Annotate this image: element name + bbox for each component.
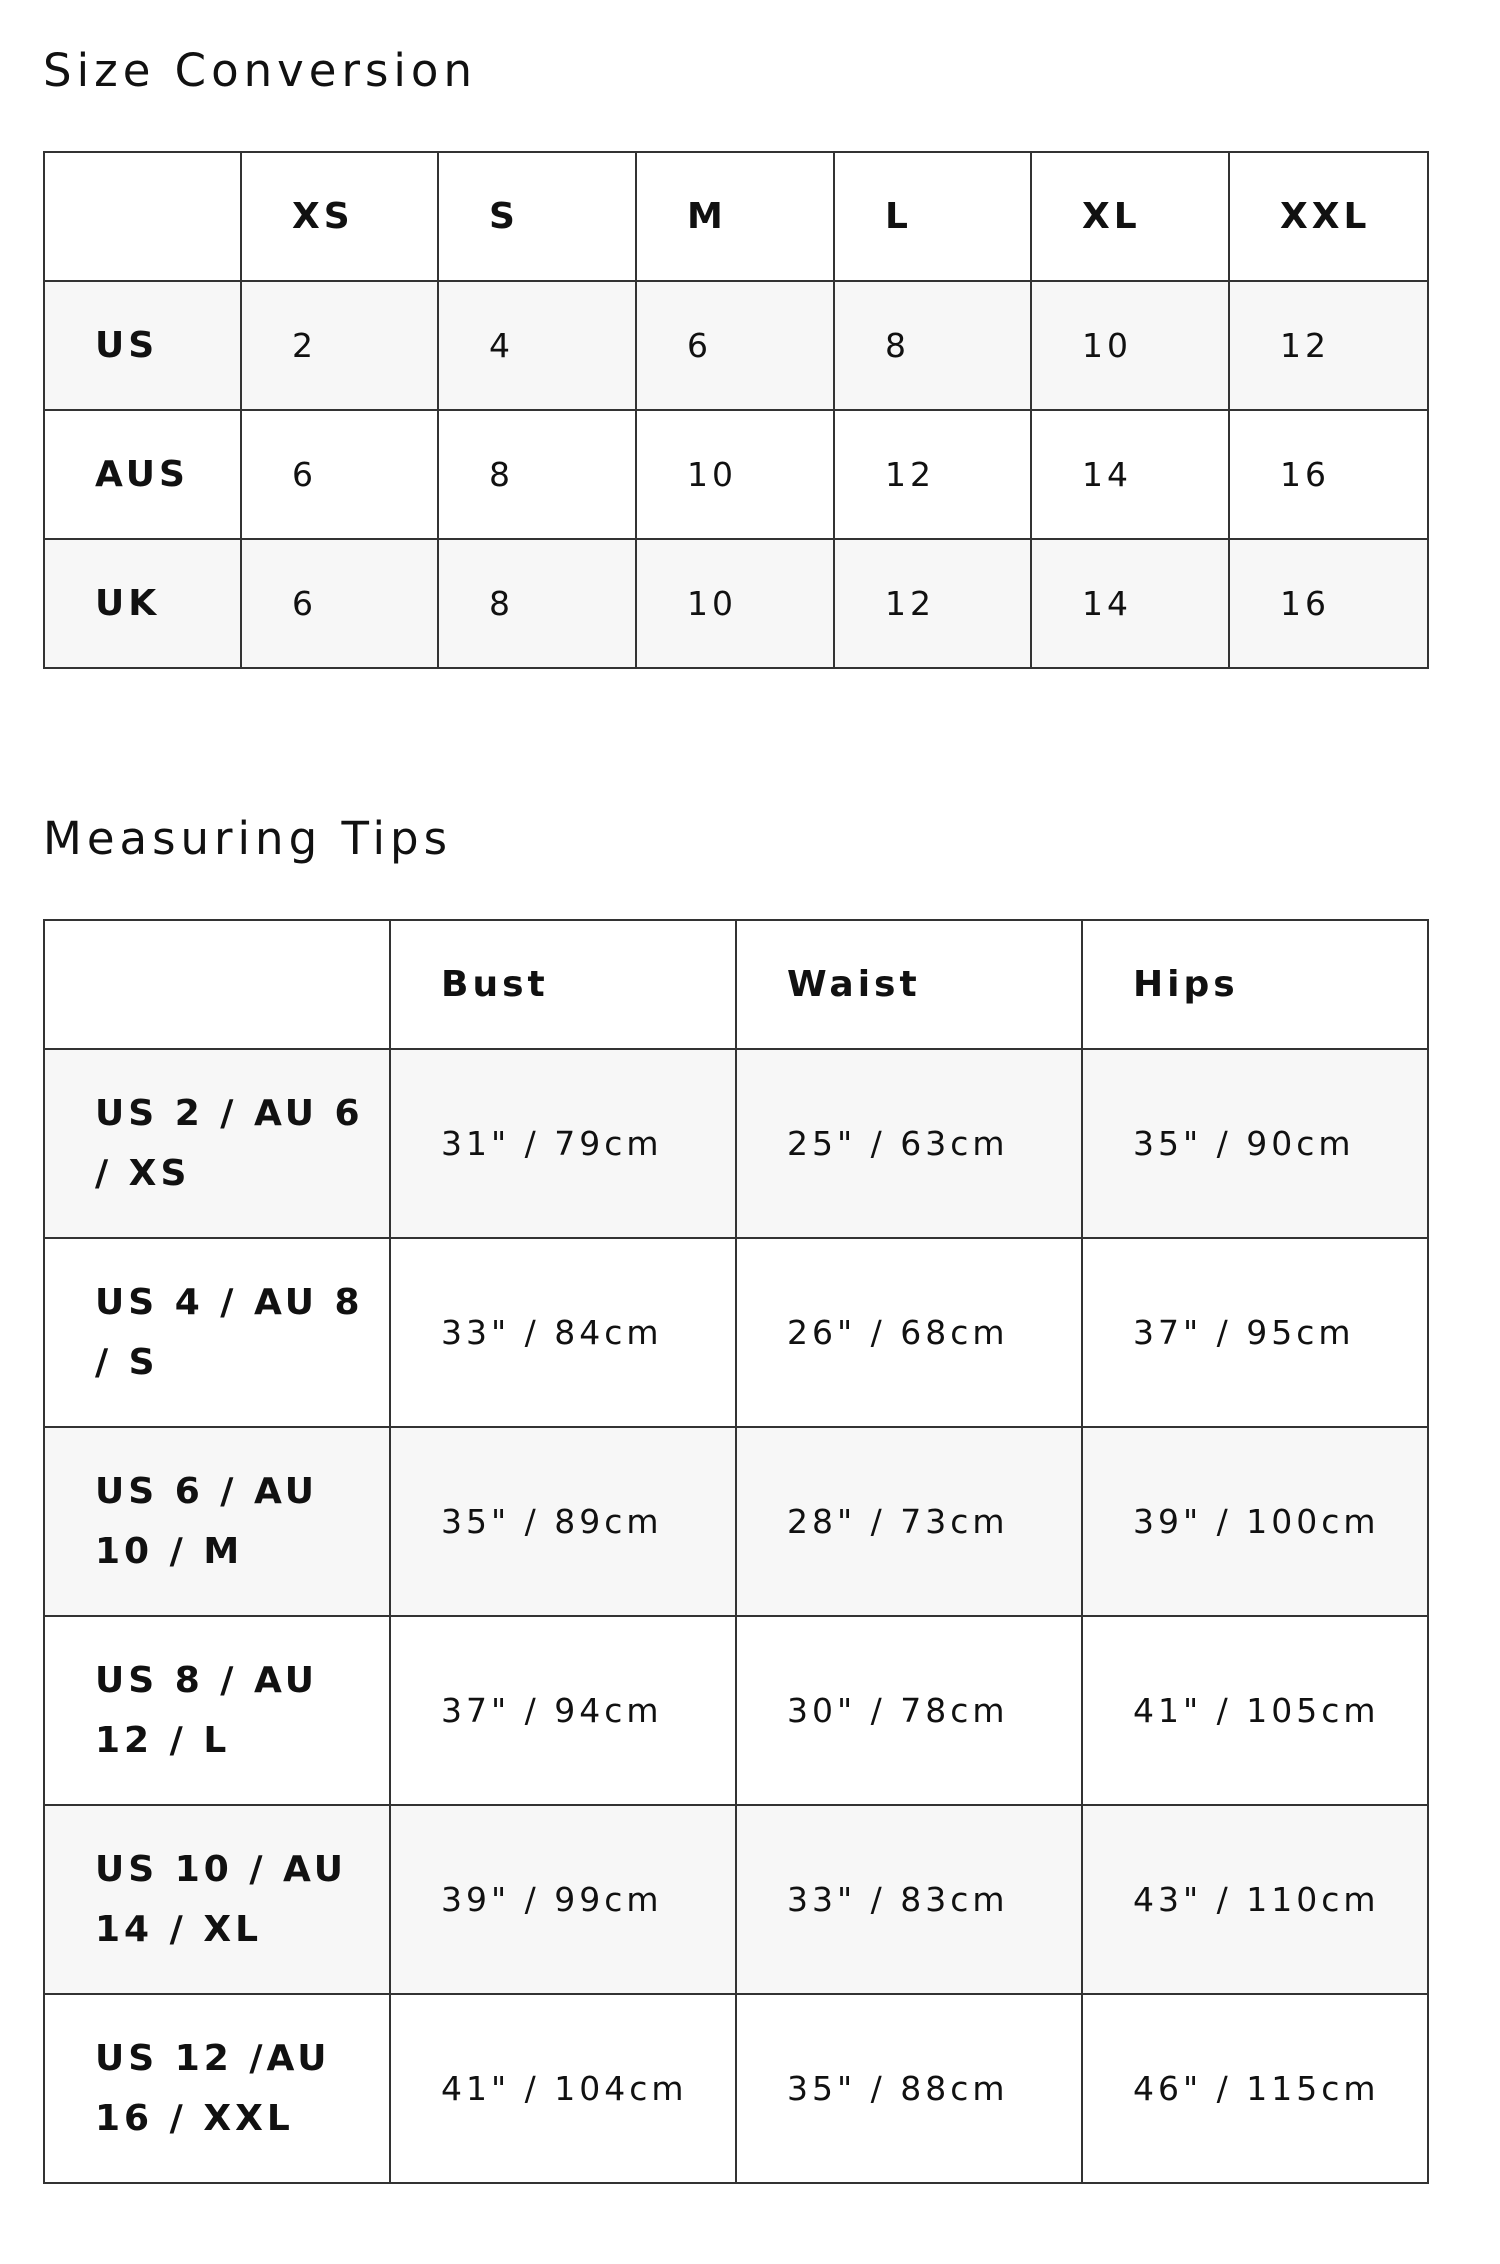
table-cell: 14 bbox=[1031, 539, 1229, 668]
header-cell bbox=[44, 152, 241, 281]
table-cell: 12 bbox=[1229, 281, 1428, 410]
bust-cell: 39" / 99cm bbox=[390, 1805, 736, 1994]
table-row bbox=[44, 1049, 1428, 1238]
table-cell: 8 bbox=[438, 539, 636, 668]
table-cell: 10 bbox=[636, 410, 834, 539]
header-cell: Waist bbox=[736, 920, 1082, 1049]
table-header-row bbox=[44, 152, 1428, 281]
bust-cell: 37" / 94cm bbox=[390, 1616, 736, 1805]
row-label: US 10 / AU 14 / XL bbox=[44, 1805, 390, 1994]
header-cell: Hips bbox=[1082, 920, 1428, 1049]
hips-cell: 41" / 105cm bbox=[1082, 1616, 1428, 1805]
row-label: US 6 / AU 10 / M bbox=[44, 1427, 390, 1616]
table-row bbox=[44, 410, 1428, 539]
hips-cell: 35" / 90cm bbox=[1082, 1049, 1428, 1238]
hips-cell: 39" / 100cm bbox=[1082, 1427, 1428, 1616]
bust-cell: 41" / 104cm bbox=[390, 1994, 736, 2183]
table-cell: 14 bbox=[1031, 410, 1229, 539]
table-row bbox=[44, 1994, 1428, 2183]
table-row bbox=[44, 281, 1428, 410]
table-cell: 4 bbox=[438, 281, 636, 410]
waist-cell: 33" / 83cm bbox=[736, 1805, 1082, 1994]
table-cell: 10 bbox=[1031, 281, 1229, 410]
header-cell: XL bbox=[1031, 152, 1229, 281]
waist-cell: 30" / 78cm bbox=[736, 1616, 1082, 1805]
bust-cell: 35" / 89cm bbox=[390, 1427, 736, 1616]
row-label: US 2 / AU 6 / XS bbox=[44, 1049, 390, 1238]
measuring-tips-table bbox=[43, 919, 1429, 2184]
hips-cell: 46" / 115cm bbox=[1082, 1994, 1428, 2183]
table-row bbox=[44, 539, 1428, 668]
table-cell: 12 bbox=[834, 539, 1031, 668]
header-cell bbox=[44, 920, 390, 1049]
bust-cell: 31" / 79cm bbox=[390, 1049, 736, 1238]
table-header-row bbox=[44, 920, 1428, 1049]
waist-cell: 25" / 63cm bbox=[736, 1049, 1082, 1238]
waist-cell: 28" / 73cm bbox=[736, 1427, 1082, 1616]
header-cell: XS bbox=[241, 152, 438, 281]
row-label: UK bbox=[44, 539, 241, 668]
table-cell: 8 bbox=[834, 281, 1031, 410]
table-row bbox=[44, 1427, 1428, 1616]
bust-cell: 33" / 84cm bbox=[390, 1238, 736, 1427]
row-label: US bbox=[44, 281, 241, 410]
table-row bbox=[44, 1238, 1428, 1427]
table-row bbox=[44, 1805, 1428, 1994]
table-cell: 8 bbox=[438, 410, 636, 539]
header-cell: Bust bbox=[390, 920, 736, 1049]
table-cell: 10 bbox=[636, 539, 834, 668]
table-cell: 6 bbox=[636, 281, 834, 410]
table-row bbox=[44, 1616, 1428, 1805]
measuring-tips-title: Measuring Tips bbox=[43, 812, 453, 865]
size-conversion-title: Size Conversion bbox=[43, 44, 477, 97]
header-cell: S bbox=[438, 152, 636, 281]
row-label: US 8 / AU 12 / L bbox=[44, 1616, 390, 1805]
row-label: US 4 / AU 8 / S bbox=[44, 1238, 390, 1427]
waist-cell: 26" / 68cm bbox=[736, 1238, 1082, 1427]
row-label: US 12 /AU 16 / XXL bbox=[44, 1994, 390, 2183]
row-label: AUS bbox=[44, 410, 241, 539]
header-cell: L bbox=[834, 152, 1031, 281]
waist-cell: 35" / 88cm bbox=[736, 1994, 1082, 2183]
table-cell: 16 bbox=[1229, 539, 1428, 668]
table-cell: 16 bbox=[1229, 410, 1428, 539]
table-cell: 12 bbox=[834, 410, 1031, 539]
header-cell: M bbox=[636, 152, 834, 281]
hips-cell: 37" / 95cm bbox=[1082, 1238, 1428, 1427]
table-cell: 6 bbox=[241, 539, 438, 668]
size-conversion-table bbox=[43, 151, 1429, 669]
header-cell: XXL bbox=[1229, 152, 1428, 281]
table-cell: 2 bbox=[241, 281, 438, 410]
table-cell: 6 bbox=[241, 410, 438, 539]
hips-cell: 43" / 110cm bbox=[1082, 1805, 1428, 1994]
